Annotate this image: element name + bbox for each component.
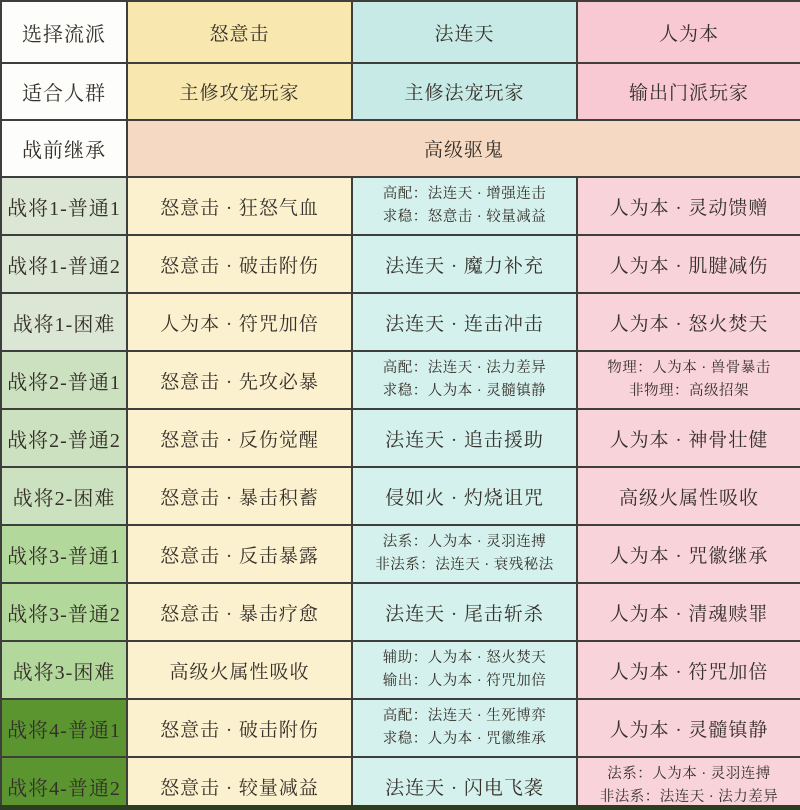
data-cell (127, 583, 352, 641)
row-label: 选择流派 (1, 1, 127, 63)
row-label: 战将2-困难 (1, 467, 127, 525)
row-label: 战前继承 (1, 120, 127, 177)
row-label: 战将3-普通2 (1, 583, 127, 641)
cell-line: 求稳：人为本 · 咒徽维承 (382, 731, 547, 747)
row-label: 战将1-普通1 (1, 177, 127, 235)
cell-line: 法连天 · 魔力补充 (385, 255, 544, 277)
row-label: 战将1-困难 (1, 293, 127, 351)
cell-line: 怒意击 (209, 23, 270, 45)
cell-line: 法系：人为本 · 灵羽连搏 (607, 765, 771, 782)
cell-line: 法系：人为本 · 灵羽连搏 (382, 533, 547, 550)
span-cell (127, 120, 800, 177)
cell-line: 人为本 (658, 23, 719, 45)
cell-line: 输出：人为本 · 符咒加倍 (382, 673, 547, 689)
cell-line: 非物理：高级招架 (629, 383, 749, 399)
data-cell (352, 235, 577, 293)
data-cell (352, 1, 577, 63)
cell-line: 怒意击 · 暴击疗愈 (160, 603, 319, 625)
data-cell (352, 699, 577, 757)
data-cell (352, 467, 577, 525)
cell-line: 高级驱鬼 (423, 140, 504, 161)
table-row (1, 120, 800, 177)
cell-line: 法连天 · 追击援助 (385, 429, 544, 451)
cell-line: 物理：人为本 · 兽骨暴击 (607, 359, 771, 376)
row-label: 战将2-普通1 (1, 351, 127, 409)
cell-line: 主修法宠玩家 (404, 83, 525, 104)
cell-line: 主修攻宠玩家 (179, 83, 300, 104)
cell-line: 侵如火 · 灼烧诅咒 (385, 487, 544, 509)
table-row (1, 235, 800, 293)
data-cell (352, 409, 577, 467)
cell-line: 人为本 · 符咒加倍 (160, 313, 319, 335)
cell-line: 高配：法连天 · 生死博弈 (382, 707, 547, 724)
data-cell (352, 293, 577, 351)
table-row (1, 583, 800, 641)
cell-line: 辅助：人为本 · 怒火焚天 (382, 649, 547, 666)
cell-line: 非法系：法连天 · 衰残秘法 (375, 557, 554, 573)
table-bottom-edge (0, 805, 800, 810)
cell-line: 法连天 · 尾击斩杀 (385, 603, 544, 625)
table-row (1, 641, 800, 699)
cell-line: 人为本 · 灵动馈赠 (609, 197, 769, 219)
data-cell (127, 641, 352, 699)
cell-line: 高级火属性吸收 (618, 487, 759, 509)
cell-line: 高配：法连天 · 增强连击 (382, 185, 547, 202)
data-cell (352, 757, 577, 810)
cell-line: 怒意击 · 狂怒气血 (160, 197, 319, 219)
data-cell (127, 699, 352, 757)
table-row (1, 177, 800, 235)
table-row (1, 525, 800, 583)
data-cell (352, 583, 577, 641)
cell-line: 法连天 · 闪电飞袭 (385, 777, 544, 799)
data-cell (577, 641, 800, 699)
data-cell (577, 699, 800, 757)
data-cell (127, 1, 352, 63)
data-cell (577, 583, 800, 641)
row-label: 适合人群 (1, 63, 127, 120)
data-cell (577, 63, 800, 120)
data-cell (577, 235, 800, 293)
row-label: 战将4-普通2 (1, 757, 127, 810)
table-row (1, 409, 800, 467)
data-cell (352, 63, 577, 120)
cell-line: 怒意击 · 较量减益 (160, 777, 319, 799)
guide-table-body (1, 1, 800, 810)
data-cell (352, 525, 577, 583)
cell-line: 人为本 · 清魂赎罪 (609, 603, 769, 625)
data-cell (577, 177, 800, 235)
cell-line: 怒意击 · 先攻必暴 (160, 371, 319, 393)
data-cell (352, 351, 577, 409)
table-row (1, 699, 800, 757)
row-label: 战将3-普通1 (1, 525, 127, 583)
data-cell (352, 641, 577, 699)
data-cell (127, 177, 352, 235)
row-label: 战将4-普通1 (1, 699, 127, 757)
data-cell (577, 525, 800, 583)
table-row (1, 63, 800, 120)
data-cell (577, 351, 800, 409)
cell-line: 法连天 · 连击冲击 (385, 313, 544, 335)
table-row (1, 1, 800, 63)
data-cell (577, 409, 800, 467)
cell-line: 法连天 (434, 23, 495, 45)
cell-line: 人为本 · 神骨壮健 (609, 429, 769, 451)
cell-line: 求稳：人为本 · 灵髓镇静 (382, 383, 547, 399)
cell-line: 怒意击 · 暴击积蓄 (160, 487, 319, 509)
data-cell (127, 409, 352, 467)
data-cell (577, 757, 800, 810)
cell-line: 人为本 · 怒火焚天 (609, 313, 769, 335)
data-cell (577, 293, 800, 351)
data-cell (127, 235, 352, 293)
cell-line: 怒意击 · 破击附伤 (160, 719, 319, 741)
cell-line: 非法系：法连天 · 法力差异 (599, 789, 779, 805)
row-label: 战将3-困难 (1, 641, 127, 699)
table-row (1, 293, 800, 351)
cell-line: 人为本 · 肌腱减伤 (609, 255, 769, 277)
cell-line: 高级火属性吸收 (169, 661, 310, 683)
table-row (1, 467, 800, 525)
data-cell (127, 525, 352, 583)
cell-line: 怒意击 · 反击暴露 (160, 545, 319, 567)
cell-line: 高配：法连天 · 法力差异 (382, 359, 547, 376)
data-cell (127, 757, 352, 810)
data-cell (577, 1, 800, 63)
row-label: 战将1-普通2 (1, 235, 127, 293)
row-label: 战将2-普通2 (1, 409, 127, 467)
data-cell (127, 63, 352, 120)
cell-line: 怒意击 · 破击附伤 (160, 255, 319, 277)
cell-line: 怒意击 · 反伤觉醒 (160, 429, 319, 451)
table-row (1, 351, 800, 409)
cell-line: 人为本 · 灵髓镇静 (609, 719, 769, 741)
cell-line: 人为本 · 咒徽继承 (609, 545, 769, 567)
cell-line: 输出门派玩家 (628, 83, 749, 104)
data-cell (127, 293, 352, 351)
data-cell (127, 351, 352, 409)
data-cell (577, 467, 800, 525)
data-cell (352, 177, 577, 235)
cell-line: 人为本 · 符咒加倍 (609, 661, 769, 683)
table-row (1, 757, 800, 810)
data-cell (127, 467, 352, 525)
cell-line: 求稳：怒意击 · 较量减益 (382, 209, 547, 225)
